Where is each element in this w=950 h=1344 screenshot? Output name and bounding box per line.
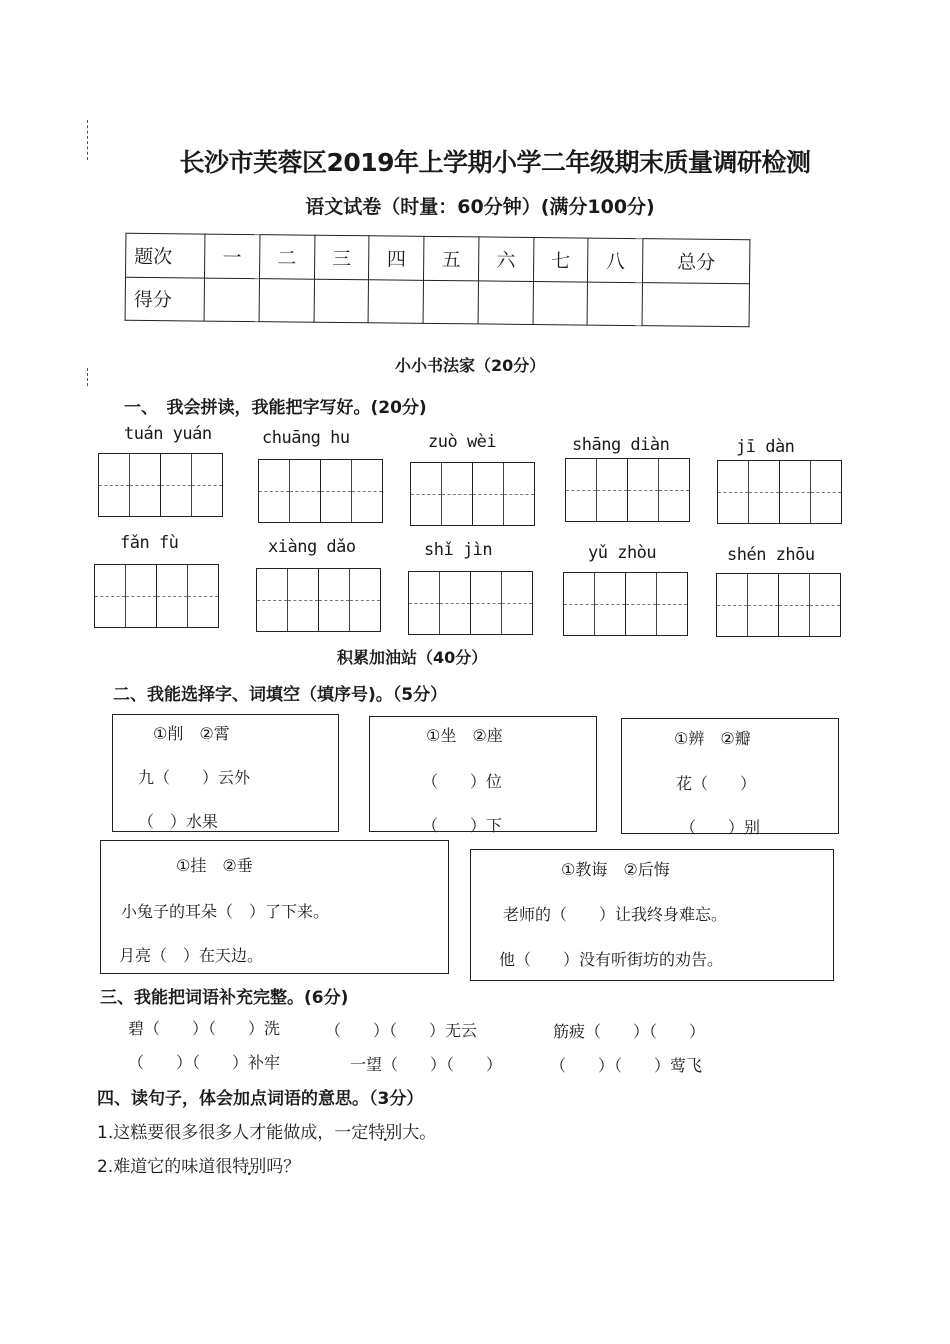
q1-heading: 一、 我会拼读，我能把字写好。(20分) — [124, 398, 427, 418]
score-table-col: 总分 — [643, 239, 750, 284]
score-cell[interactable] — [478, 280, 533, 324]
pinyin-label: jī dàn — [736, 437, 795, 457]
score-table-col: 三 — [314, 235, 369, 279]
choice-box-4 — [100, 840, 449, 974]
sentence-2 — [97, 1152, 300, 1177]
score-table-row1-label: 题次 — [126, 233, 205, 277]
choice-options: ①辨 ②瓣 — [674, 729, 751, 748]
exam-title: 长沙市芙蓉区2019年上学期小学二年级期末质量调研检测 — [179, 148, 811, 177]
choice-line[interactable]: 老师的（ ）让我终身难忘。 — [503, 905, 728, 924]
score-table-row2-label: 得分 — [125, 277, 204, 321]
score-cell[interactable] — [259, 278, 314, 322]
choice-options: ①教诲 ②后悔 — [561, 860, 670, 879]
idiom-blank[interactable]: 一望（ ）（ ） — [350, 1055, 503, 1074]
writing-grid[interactable] — [256, 568, 381, 632]
binding-margin-mark — [87, 368, 88, 386]
writing-grid[interactable] — [565, 458, 690, 522]
choice-line[interactable]: （ ）别 — [680, 818, 761, 837]
pinyin-label: shǐ jìn — [424, 540, 493, 560]
score-table-col: 六 — [478, 237, 533, 281]
dotted-word: 特别 — [232, 1157, 267, 1177]
score-table-col: 二 — [259, 235, 314, 279]
choice-line[interactable]: （ ）位 — [422, 772, 503, 791]
pinyin-label: fǎn fù — [120, 533, 179, 553]
choice-box-2 — [369, 716, 597, 835]
score-cell[interactable] — [204, 278, 259, 322]
score-cell[interactable] — [314, 279, 369, 323]
sentence-text: 1.这糕要很多很多人才能做成，一定 — [97, 1123, 369, 1143]
writing-grid[interactable] — [98, 453, 223, 517]
pinyin-label: tuán yuán — [124, 424, 212, 444]
sentence-text: 吗？ — [266, 1157, 301, 1177]
idiom-blank[interactable]: （ ）（ ）补牢 — [128, 1053, 281, 1072]
idiom-blank[interactable]: 碧（ ）（ ）洗 — [128, 1019, 281, 1038]
choice-options: ①削 ②霄 — [153, 724, 230, 743]
score-table — [125, 233, 751, 328]
choice-options: ①挂 ②垂 — [176, 856, 253, 875]
score-cell[interactable] — [587, 282, 642, 326]
idiom-blank[interactable]: 筋疲（ ）（ ） — [553, 1022, 706, 1041]
score-table-header-row — [126, 233, 750, 283]
choice-line[interactable]: 月亮（ ）在天边。 — [119, 946, 264, 965]
writing-grid[interactable] — [563, 572, 688, 636]
pinyin-label: zuò wèi — [428, 432, 497, 452]
score-cell[interactable] — [368, 279, 423, 323]
score-cell[interactable] — [533, 281, 588, 325]
score-table-col: 一 — [205, 234, 260, 278]
choice-line[interactable]: 小兔子的耳朵（ ）了下来。 — [121, 902, 330, 921]
pinyin-label: shén zhōu — [727, 545, 815, 565]
writing-grid[interactable] — [716, 573, 841, 637]
pinyin-label: xiàng dǎo — [268, 537, 356, 557]
score-table-col: 四 — [369, 236, 424, 280]
writing-grid[interactable] — [410, 462, 535, 526]
writing-grid[interactable] — [408, 571, 533, 635]
choice-box-3 — [621, 718, 839, 837]
idiom-blank[interactable]: （ ）（ ）无云 — [325, 1021, 478, 1040]
q2-heading: 二、我能选择字、词填空（填序号)。（5分） — [113, 685, 448, 705]
exam-subtitle: 语文试卷（时量：60分钟）(满分100分) — [305, 196, 655, 218]
sentence-1 — [97, 1118, 436, 1143]
pinyin-label: chuāng hu — [262, 428, 350, 448]
choice-box-5 — [470, 849, 834, 981]
choice-line[interactable]: 花（ ） — [676, 774, 757, 793]
part1-title: 小小书法家（20分） — [395, 356, 546, 375]
choice-options: ①坐 ②座 — [426, 726, 503, 745]
idiom-blank[interactable]: （ ）（ ）莺飞 — [550, 1056, 703, 1075]
dotted-word: 特别 — [368, 1123, 403, 1143]
choice-line[interactable]: 九（ ）云外 — [138, 768, 251, 787]
choice-box-1 — [112, 714, 339, 832]
score-cell[interactable] — [642, 282, 749, 327]
score-table-col: 七 — [533, 238, 588, 282]
writing-grid[interactable] — [258, 459, 383, 523]
score-table-col: 五 — [424, 236, 479, 280]
score-table-col: 八 — [588, 238, 643, 282]
score-cell[interactable] — [423, 280, 478, 324]
sentence-text: 2.难道它的味道很 — [97, 1157, 233, 1177]
choice-line[interactable]: （ ）水果 — [138, 812, 219, 831]
pinyin-label: shāng diàn — [572, 435, 670, 455]
writing-grid[interactable] — [94, 564, 219, 628]
writing-grid[interactable] — [717, 460, 842, 524]
part2-title: 积累加油站（40分） — [337, 648, 488, 667]
q4-heading: 四、读句子，体会加点词语的意思。（3分） — [97, 1089, 424, 1109]
choice-line[interactable]: 他（ ）没有听街坊的劝告。 — [499, 950, 724, 969]
sentence-text: 大。 — [402, 1123, 437, 1143]
score-table-score-row — [125, 277, 749, 327]
choice-line[interactable]: （ ）下 — [422, 816, 503, 835]
q3-heading: 三、我能把词语补充完整。(6分) — [100, 988, 349, 1008]
pinyin-label: yǔ zhòu — [588, 543, 657, 563]
